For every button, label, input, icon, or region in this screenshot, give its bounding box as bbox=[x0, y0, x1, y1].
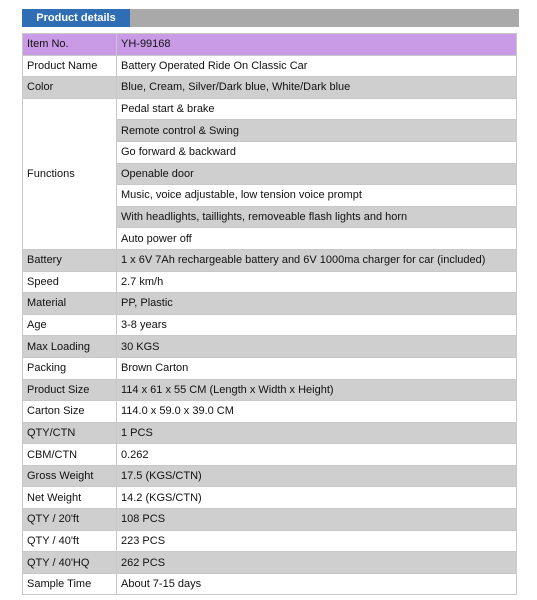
table-row bbox=[23, 444, 517, 466]
row-label: Product Name bbox=[23, 55, 117, 77]
table-row bbox=[23, 55, 517, 77]
item-no-label: Item No. bbox=[23, 34, 117, 56]
row-value: Battery Operated Ride On Classic Car bbox=[117, 55, 517, 77]
table-row bbox=[23, 509, 517, 531]
row-value: 2.7 km/h bbox=[117, 271, 517, 293]
row-label: Material bbox=[23, 293, 117, 315]
table-row bbox=[23, 465, 517, 487]
row-value: 108 PCS bbox=[117, 509, 517, 531]
section-header-bar bbox=[22, 9, 519, 27]
row-label: Packing bbox=[23, 357, 117, 379]
row-value: 1 x 6V 7Ah rechargeable battery and 6V 1000ma charger for car (included) bbox=[117, 249, 517, 271]
row-label: Net Weight bbox=[23, 487, 117, 509]
product-details-tab: Product details bbox=[22, 9, 130, 27]
item-no-value: YH-99168 bbox=[117, 34, 517, 56]
row-label: Product Size bbox=[23, 379, 117, 401]
row-value: 0.262 bbox=[117, 444, 517, 466]
table-row bbox=[23, 357, 517, 379]
table-row bbox=[23, 336, 517, 358]
table-row bbox=[23, 77, 517, 99]
row-label: Battery bbox=[23, 249, 117, 271]
row-label: CBM/CTN bbox=[23, 444, 117, 466]
row-label: QTY/CTN bbox=[23, 422, 117, 444]
row-value: Blue, Cream, Silver/Dark blue, White/Dark blue bbox=[117, 77, 517, 99]
row-label: QTY / 40'HQ bbox=[23, 552, 117, 574]
function-item: Go forward & backward bbox=[117, 141, 517, 163]
row-label: Age bbox=[23, 314, 117, 336]
row-label: QTY / 40'ft bbox=[23, 530, 117, 552]
row-value: About 7-15 days bbox=[117, 573, 517, 595]
function-row bbox=[23, 98, 517, 120]
function-item: Auto power off bbox=[117, 228, 517, 250]
table-row bbox=[23, 271, 517, 293]
row-label: Color bbox=[23, 77, 117, 99]
table-row bbox=[23, 379, 517, 401]
function-item: Remote control & Swing bbox=[117, 120, 517, 142]
function-item: Openable door bbox=[117, 163, 517, 185]
row-value: 3-8 years bbox=[117, 314, 517, 336]
row-value: 114 x 61 x 55 CM (Length x Width x Height) bbox=[117, 379, 517, 401]
row-value: 262 PCS bbox=[117, 552, 517, 574]
row-label: Max Loading bbox=[23, 336, 117, 358]
row-value: 30 KGS bbox=[117, 336, 517, 358]
table-row bbox=[23, 530, 517, 552]
function-item: With headlights, taillights, removeable flash lights and horn bbox=[117, 206, 517, 228]
functions-label: Functions bbox=[23, 98, 117, 249]
table-row bbox=[23, 573, 517, 595]
row-label: Carton Size bbox=[23, 401, 117, 423]
row-label: QTY / 20'ft bbox=[23, 509, 117, 531]
table-row bbox=[23, 552, 517, 574]
table-row bbox=[23, 249, 517, 271]
row-value: PP, Plastic bbox=[117, 293, 517, 315]
product-spec-table bbox=[22, 33, 517, 595]
table-row bbox=[23, 487, 517, 509]
row-value: 223 PCS bbox=[117, 530, 517, 552]
row-value: 14.2 (KGS/CTN) bbox=[117, 487, 517, 509]
row-label: Speed bbox=[23, 271, 117, 293]
row-label: Sample Time bbox=[23, 573, 117, 595]
table-header-row bbox=[23, 34, 517, 56]
row-label: Gross Weight bbox=[23, 465, 117, 487]
table-row bbox=[23, 422, 517, 444]
function-item: Pedal start & brake bbox=[117, 98, 517, 120]
row-value: 17.5 (KGS/CTN) bbox=[117, 465, 517, 487]
table-row bbox=[23, 293, 517, 315]
function-item: Music, voice adjustable, low tension voice prompt bbox=[117, 185, 517, 207]
row-value: 1 PCS bbox=[117, 422, 517, 444]
row-value: 114.0 x 59.0 x 39.0 CM bbox=[117, 401, 517, 423]
table-row bbox=[23, 314, 517, 336]
table-row bbox=[23, 401, 517, 423]
row-value: Brown Carton bbox=[117, 357, 517, 379]
